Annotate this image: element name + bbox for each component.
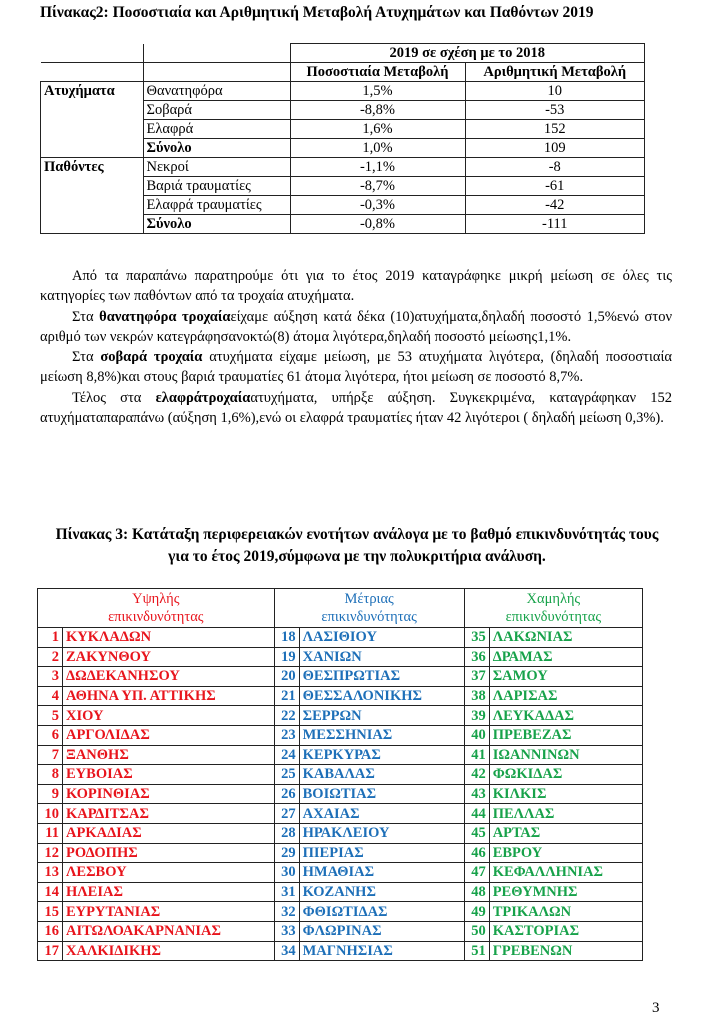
table2-row: [41, 101, 645, 120]
rank-number: 50: [464, 921, 489, 941]
table3-row: [38, 804, 643, 824]
table2-num-cell: -8: [465, 158, 645, 177]
table2-pct-cell: 1,0%: [290, 139, 465, 158]
paragraph-2: [40, 307, 672, 348]
region-name: ΛΕΥΚΑΔΑΣ: [489, 706, 642, 726]
table2-row: [41, 215, 645, 234]
text: Τέλος στα: [72, 389, 156, 406]
table2-empty-cell: [41, 63, 144, 82]
page-number: 3: [652, 1000, 660, 1016]
table2-empty-corner: [143, 44, 290, 63]
table2-pct-cell: 1,5%: [290, 82, 465, 101]
table2-header-row: [41, 44, 645, 63]
header-line: επικινδυνότητας: [108, 609, 204, 625]
rank-number: 8: [38, 765, 63, 785]
rank-number: 32: [274, 902, 299, 922]
rank-number: 22: [274, 706, 299, 726]
paragraph-4: [40, 388, 672, 429]
region-name: ΚΟΡΙΝΘΙΑΣ: [63, 784, 275, 804]
region-name: ΜΕΣΣΗΝΙΑΣ: [299, 725, 464, 745]
table2-col-num-header: Αριθμητική Μεταβολή: [465, 63, 645, 82]
region-name: ΠΙΕΡΙΑΣ: [299, 843, 464, 863]
bold-text: ελαφράτροχαία: [155, 389, 251, 406]
rank-number: 24: [274, 745, 299, 765]
text: Στα: [72, 349, 101, 366]
header-high-risk: [38, 589, 275, 628]
bold-text: σοβαρά τροχαία: [100, 349, 203, 366]
rank-number: 46: [464, 843, 489, 863]
region-name: ΚΙΛΚΙΣ: [489, 784, 642, 804]
table3-row: [38, 823, 643, 843]
rank-number: 39: [464, 706, 489, 726]
rank-number: 23: [274, 725, 299, 745]
region-name: ΕΒΡΟΥ: [489, 843, 642, 863]
table2-empty-corner: [41, 44, 144, 63]
table2-label-cell: Θανατηφόρα: [143, 82, 290, 101]
table3-row: [38, 667, 643, 687]
table2-group-cell: [41, 120, 144, 139]
rank-number: 1: [38, 628, 63, 648]
rank-number: 6: [38, 725, 63, 745]
table2-subheader-row: [41, 63, 645, 82]
table2-num-cell: 109: [465, 139, 645, 158]
region-name: ΔΡΑΜΑΣ: [489, 647, 642, 667]
table2-num-cell: -61: [465, 177, 645, 196]
header-line: επικινδυνότητας: [321, 609, 417, 625]
table2-pct-cell: -0,3%: [290, 196, 465, 215]
region-name: ΚΕΡΚΥΡΑΣ: [299, 745, 464, 765]
table2-pct-cell: 1,6%: [290, 120, 465, 139]
bold-text: θανατηφόρα τροχαία: [99, 308, 231, 325]
region-name: ΣΕΡΡΩΝ: [299, 706, 464, 726]
region-name: ΧΙΟΥ: [63, 706, 275, 726]
table3-title-line1: Πίνακας 3: Κατάταξη περιφερειακών ενοτήτων ανάλογα με το βαθμό επικινδυνότητάς τους: [55, 526, 659, 543]
text: είχαμε αύξηση κατά δέκα (10)ατυχήματα,δηλαδή ποσοστό 1,5%ενώ στον αριθμό των νεκρών κατεγράφησανοκτώ(8) άτομα λιγότερα,δηλαδή ποσοστό μείωσης1,1%.: [40, 308, 673, 345]
table3-row: [38, 863, 643, 883]
region-name: ΦΘΙΩΤΙΔΑΣ: [299, 902, 464, 922]
rank-number: 29: [274, 843, 299, 863]
region-name: ΖΑΚΥΝΘΟΥ: [63, 647, 275, 667]
rank-number: 7: [38, 745, 63, 765]
region-name: ΔΩΔΕΚΑΝΗΣΟΥ: [63, 667, 275, 687]
table3-row: [38, 784, 643, 804]
table3-header-row: [38, 589, 643, 628]
rank-number: 45: [464, 823, 489, 843]
table3-row: [38, 706, 643, 726]
table2-group-cell: Ατυχήματα: [41, 82, 144, 101]
table2-pct-cell: -8,7%: [290, 177, 465, 196]
region-name: ΘΕΣΣΑΛΟΝΙΚΗΣ: [299, 686, 464, 706]
rank-number: 18: [274, 628, 299, 648]
rank-number: 30: [274, 863, 299, 883]
table2-col-pct-header: Ποσοστιαία Μεταβολή: [290, 63, 465, 82]
table3-row: [38, 686, 643, 706]
rank-number: 21: [274, 686, 299, 706]
paragraph-3: [40, 347, 672, 388]
table2-label-cell: Νεκροί: [143, 158, 290, 177]
region-name: ΦΩΚΙΔΑΣ: [489, 765, 642, 785]
text: Στα: [72, 308, 100, 325]
rank-number: 36: [464, 647, 489, 667]
text-body: [40, 266, 672, 428]
region-name: ΑΡΚΑΔΙΑΣ: [63, 823, 275, 843]
table3-title-line2: για το έτος 2019,σύμφωνα με την πολυκριτήρια ανάλυση.: [168, 548, 546, 565]
table2-num-cell: -42: [465, 196, 645, 215]
paragraph-1: Από τα παραπάνω παρατηρούμε ότι για το έτος 2019 καταγράφηκε μικρή μείωση σε όλες τις κατηγορίες των παθόντων από τα τροχαία ατυχήματα.: [40, 268, 672, 305]
table2-row: [41, 139, 645, 158]
rank-number: 12: [38, 843, 63, 863]
rank-number: 28: [274, 823, 299, 843]
rank-number: 37: [464, 667, 489, 687]
header-line: Υψηλής: [132, 591, 180, 607]
region-name: ΡΕΘΥΜΝΗΣ: [489, 882, 642, 902]
table2-row: [41, 82, 645, 101]
region-name: ΓΡΕΒΕΝΩΝ: [489, 941, 642, 961]
region-name: ΧΑΝΙΩΝ: [299, 647, 464, 667]
rank-number: 34: [274, 941, 299, 961]
table2-group-cell: [41, 139, 144, 158]
region-name: ΚΑΡΔΙΤΣΑΣ: [63, 804, 275, 824]
table2-pct-cell: -8,8%: [290, 101, 465, 120]
table3-row: [38, 725, 643, 745]
table2-num-cell: 152: [465, 120, 645, 139]
table2-group-cell: [41, 215, 144, 234]
rank-number: 11: [38, 823, 63, 843]
region-name: ΤΡΙΚΑΛΩΝ: [489, 902, 642, 922]
region-name: ΧΑΛΚΙΔΙΚΗΣ: [63, 941, 275, 961]
region-name: ΑΡΤΑΣ: [489, 823, 642, 843]
table3-row: [38, 647, 643, 667]
rank-number: 10: [38, 804, 63, 824]
table3-row: [38, 765, 643, 785]
rank-number: 49: [464, 902, 489, 922]
table3-row: [38, 843, 643, 863]
rank-number: 41: [464, 745, 489, 765]
table3-row: [38, 941, 643, 961]
table2-title: Πίνακας2: Ποσοστιαία και Αριθμητική Μεταβολή Ατυχημάτων και Παθόντων 2019: [40, 4, 594, 21]
region-name: ΑΡΓΟΛΙΔΑΣ: [63, 725, 275, 745]
rank-number: 44: [464, 804, 489, 824]
rank-number: 31: [274, 882, 299, 902]
table3-row: [38, 921, 643, 941]
table3-row: [38, 882, 643, 902]
region-name: ΣΑΜΟΥ: [489, 667, 642, 687]
region-name: ΚΥΚΛΑΔΩΝ: [63, 628, 275, 648]
table2-row: [41, 158, 645, 177]
rank-number: 13: [38, 863, 63, 883]
table3-row: [38, 745, 643, 765]
table3-row: [38, 902, 643, 922]
region-name: ΚΕΦΑΛΛΗΝΙΑΣ: [489, 863, 642, 883]
table2: [40, 43, 645, 234]
rank-number: 51: [464, 941, 489, 961]
rank-number: 20: [274, 667, 299, 687]
region-name: ΛΑΣΙΘΙΟΥ: [299, 628, 464, 648]
text: ατυχήματα είχαμε μείωση, με 53 ατυχήματα λιγότερα, (δηλαδή ποσοστιαία μείωση 8,8%)και στους βαριά τραυματίες 61 άτομα λιγότερα, ήτοι μείωση σε ποσοστό 8,7%.: [40, 349, 672, 386]
header-line: Χαμηλής: [526, 591, 581, 607]
rank-number: 48: [464, 882, 489, 902]
rank-number: 3: [38, 667, 63, 687]
rank-number: 16: [38, 921, 63, 941]
region-name: ΕΥΡΥΤΑΝΙΑΣ: [63, 902, 275, 922]
rank-number: 17: [38, 941, 63, 961]
table2-num-cell: -111: [465, 215, 645, 234]
region-name: ΙΩΑΝΝΙΝΩΝ: [489, 745, 642, 765]
text: ατυχήματα, υπήρξε αύξηση. Συγκεκριμένα, καταγράφηκαν 152 ατυχήματαπαραπάνω (αύξηση 1,6%),ενώ οι ελαφρά τραυματίες ήταν 42 λιγότεροι ( δηλαδή μείωση 0,3%).: [40, 389, 672, 427]
rank-number: 42: [464, 765, 489, 785]
table3: [37, 588, 643, 961]
region-name: ΜΑΓΝΗΣΙΑΣ: [299, 941, 464, 961]
table2-label-cell: Βαριά τραυματίες: [143, 177, 290, 196]
table2-pct-cell: -0,8%: [290, 215, 465, 234]
rank-number: 2: [38, 647, 63, 667]
table2-group-cell: [41, 177, 144, 196]
region-name: ΑΧΑΙΑΣ: [299, 804, 464, 824]
table2-empty-cell: [143, 63, 290, 82]
table2-label-cell: Σοβαρά: [143, 101, 290, 120]
table2-label-cell: Σύνολο: [143, 139, 290, 158]
region-name: ΠΡΕΒΕΖΑΣ: [489, 725, 642, 745]
rank-number: 15: [38, 902, 63, 922]
rank-number: 26: [274, 784, 299, 804]
region-name: ΑΙΤΩΛΟΑΚΑΡΝΑΝΙΑΣ: [63, 921, 275, 941]
table2-group-cell: [41, 196, 144, 215]
rank-number: 38: [464, 686, 489, 706]
region-name: ΚΑΣΤΟΡΙΑΣ: [489, 921, 642, 941]
rank-number: 35: [464, 628, 489, 648]
region-name: ΗΡΑΚΛΕΙΟΥ: [299, 823, 464, 843]
region-name: ΗΜΑΘΙΑΣ: [299, 863, 464, 883]
table2-row: [41, 196, 645, 215]
table2-num-cell: -53: [465, 101, 645, 120]
rank-number: 40: [464, 725, 489, 745]
rank-number: 14: [38, 882, 63, 902]
rank-number: 33: [274, 921, 299, 941]
region-name: ΠΕΛΛΑΣ: [489, 804, 642, 824]
header-line: Μέτριας: [344, 591, 394, 607]
rank-number: 5: [38, 706, 63, 726]
rank-number: 27: [274, 804, 299, 824]
region-name: ΚΑΒΑΛΑΣ: [299, 765, 464, 785]
table3-row: [38, 628, 643, 648]
table2-group-header: 2019 σε σχέση με το 2018: [290, 44, 645, 63]
rank-number: 9: [38, 784, 63, 804]
rank-number: 25: [274, 765, 299, 785]
region-name: ΒΟΙΩΤΙΑΣ: [299, 784, 464, 804]
region-name: ΘΕΣΠΡΩΤΙΑΣ: [299, 667, 464, 687]
table2-label-cell: Ελαφρά τραυματίες: [143, 196, 290, 215]
region-name: ΚΟΖΑΝΗΣ: [299, 882, 464, 902]
rank-number: 43: [464, 784, 489, 804]
region-name: ΛΕΣΒΟΥ: [63, 863, 275, 883]
table2-group-cell: [41, 101, 144, 120]
header-low-risk: [464, 589, 642, 628]
region-name: ΡΟΔΟΠΗΣ: [63, 843, 275, 863]
rank-number: 47: [464, 863, 489, 883]
region-name: ΛΑΡΙΣΑΣ: [489, 686, 642, 706]
rank-number: 19: [274, 647, 299, 667]
table2-label-cell: Σύνολο: [143, 215, 290, 234]
region-name: ΗΛΕΙΑΣ: [63, 882, 275, 902]
table2-num-cell: 10: [465, 82, 645, 101]
table2-row: [41, 120, 645, 139]
table2-label-cell: Ελαφρά: [143, 120, 290, 139]
table2-pct-cell: -1,1%: [290, 158, 465, 177]
rank-number: 4: [38, 686, 63, 706]
table2-row: [41, 177, 645, 196]
region-name: ΛΑΚΩΝΙΑΣ: [489, 628, 642, 648]
region-name: ΦΛΩΡΙΝΑΣ: [299, 921, 464, 941]
region-name: ΑΘΗΝΑ ΥΠ. ΑΤΤΙΚΗΣ: [63, 686, 275, 706]
region-name: ΕΥΒΟΙΑΣ: [63, 765, 275, 785]
table2-group-cell: Παθόντες: [41, 158, 144, 177]
header-line: επικινδυνότητας: [505, 609, 602, 625]
header-medium-risk: [274, 589, 464, 628]
region-name: ΞΑΝΘΗΣ: [63, 745, 275, 765]
table3-title: [24, 524, 690, 568]
